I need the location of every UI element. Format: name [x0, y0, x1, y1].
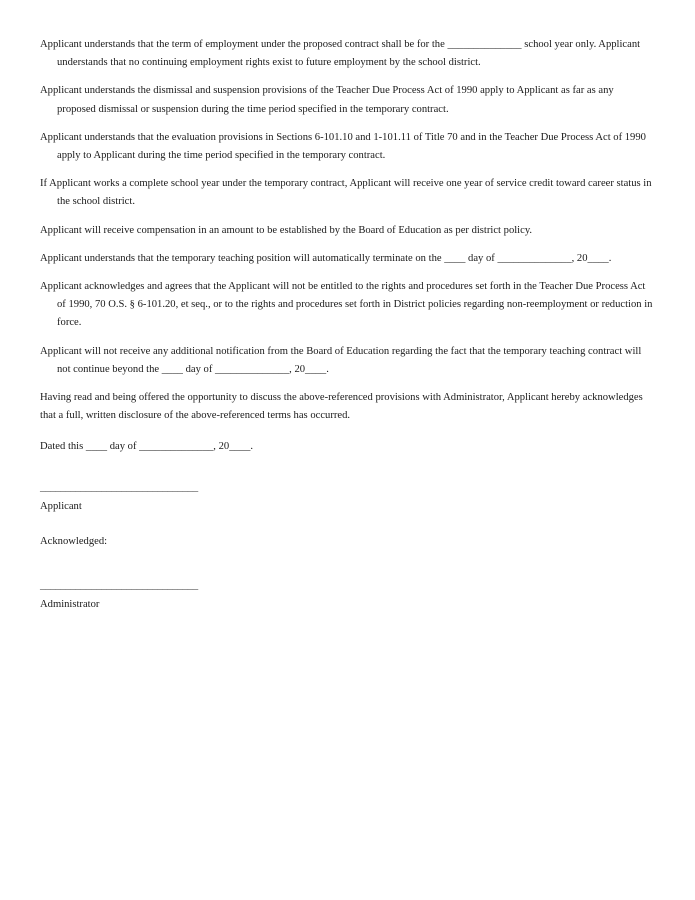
paragraph-evaluation-provisions: Applicant understands that the evaluation provisions in Sections 6-101.10 and 1-101.11 of Title 70 and in the Teacher Due Process Act of 1990 apply to Applicant during the time period specified in the temporary contract. [40, 131, 646, 162]
paragraph-service-credit: If Applicant works a complete school year under the temporary contract, Applicant will receive one year of service credit toward career status in the school district. [40, 178, 652, 208]
applicant-signature-block [40, 479, 655, 516]
paragraph-compensation: Applicant will receive compensation in an amount to be established by the Board of Education as per district policy. [40, 224, 533, 236]
dated-line: Dated this ____ day of ______________, 20____. [40, 441, 254, 453]
applicant-signature-label: Applicant [40, 500, 82, 512]
paragraph-no-additional-notification: Applicant will not receive any additional notification from the Board of Education regarding the fact that the temporary teaching contract will not continue beyond the ____ day of ______________, 20____. [40, 345, 642, 375]
paragraph-disclosure-acknowledgement: Having read and being offered the opportunity to discuss the above-referenced provisions with Administrator, Applicant hereby acknowledges that a full, written disclosure of the above-referenced terms has occurred. [40, 392, 643, 422]
paragraph-automatic-termination: Applicant understands that the temporary teaching position will automatically terminate on the ____ day of ______________, 20____. [40, 252, 612, 264]
document-body [40, 36, 655, 615]
paragraph-dismissal-suspension-provisions: Applicant understands the dismissal and suspension provisions of the Teacher Due Process Act of 1990 apply to Applicant as far as any proposed dismissal or suspension during the time period specified in the temporary contract. [40, 85, 614, 115]
paragraph-rights-not-entitled: Applicant acknowledges and agrees that the Applicant will not be entitled to the rights and procedures set forth in the Teacher Due Process Act of 1990, 70 O.S. § 6-101.20, et seq., or to the rights and procedures set forth in District policies regarding non-reemployment or reduction in force. [40, 281, 653, 329]
administrator-signature-label: Administrator [40, 599, 100, 611]
acknowledged-label: Acknowledged: [40, 536, 108, 548]
applicant-signature-rule: _______________________________ [40, 481, 199, 493]
paragraph-term-of-employment: Applicant understands that the term of employment under the proposed contract shall be for the ______________ school year only. Applicant understands that no continuing employment rights exist to future employment by the school district. [40, 39, 641, 69]
administrator-signature-rule: _______________________________ [40, 580, 199, 592]
administrator-signature-block [40, 577, 655, 614]
